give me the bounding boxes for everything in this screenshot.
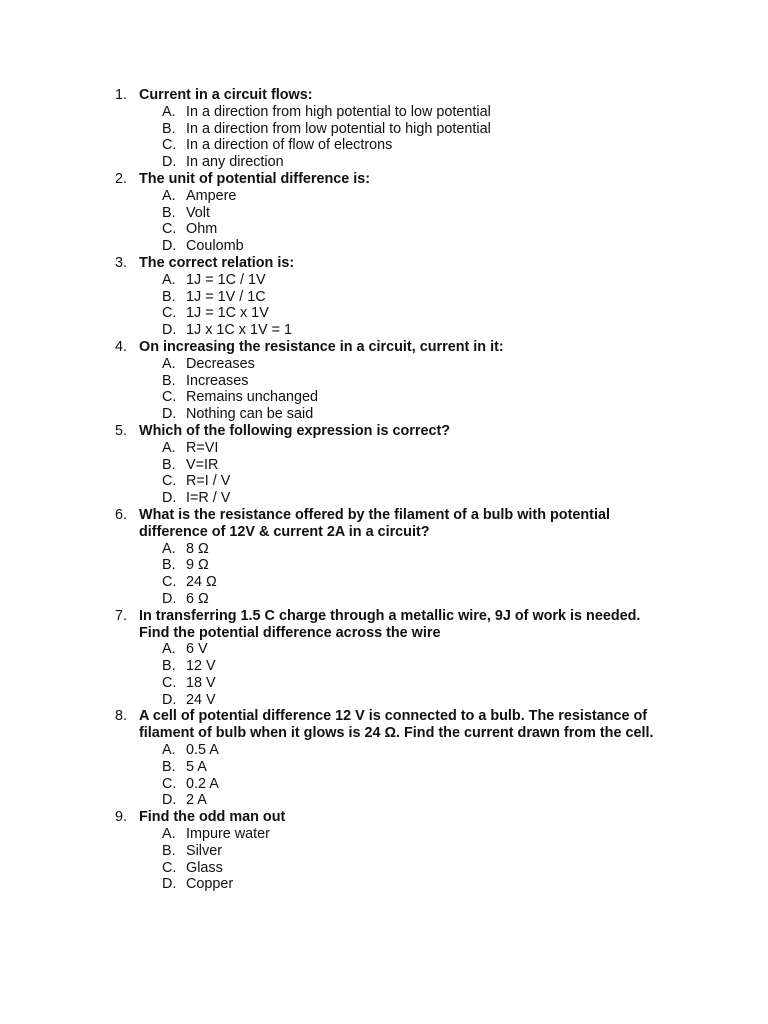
question-line [0,87,659,104]
option-text: 24 Ω [186,574,217,591]
question-line [0,708,659,742]
answer-option [0,104,768,121]
answer-option [0,591,768,608]
question-number: 4. [115,338,128,355]
option-letter: B. [162,120,176,137]
option-text: 0.5 A [186,742,219,759]
option-text: Impure water [186,826,270,843]
question-item [0,608,768,709]
option-letter: D. [162,792,177,809]
question-item [0,87,768,171]
question-number: 2. [115,170,128,187]
option-text: R=I / V [186,473,231,490]
question-number: 8. [115,708,128,725]
option-letter: D. [162,238,177,255]
option-letter: D. [162,154,177,171]
question-number: 7. [115,607,128,624]
option-letter: D. [162,322,177,339]
answer-option [0,356,768,373]
option-text: Silver [186,842,222,859]
question-line [0,171,659,188]
option-text: 8 Ω [186,540,209,557]
option-list [0,188,768,255]
answer-option [0,473,768,490]
option-letter: D. [162,590,177,607]
option-letter: B. [162,372,176,389]
question-item [0,507,768,608]
option-list [0,440,768,507]
answer-option [0,188,768,205]
question-text: Which of the following expression is correct? [139,422,451,439]
option-text: 6 Ω [186,590,209,607]
option-text: I=R / V [186,490,231,507]
option-text: 24 V [186,691,216,708]
option-letter: A. [162,271,176,288]
answer-option [0,759,768,776]
question-item [0,339,768,423]
option-text: Ohm [186,221,218,238]
option-letter: C. [162,859,177,876]
option-letter: C. [162,137,177,154]
answer-option [0,205,768,222]
question-text: The correct relation is: [139,254,295,271]
answer-option [0,557,768,574]
option-letter: C. [162,473,177,490]
question-number: 5. [115,422,128,439]
answer-option [0,289,768,306]
option-text: 18 V [186,674,216,691]
option-letter: C. [162,389,177,406]
option-text: In a direction from high potential to low potential [186,103,491,120]
quiz-document [0,87,768,893]
option-letter: A. [162,641,176,658]
answer-option [0,272,768,289]
question-line [0,507,659,541]
option-text: Nothing can be said [186,406,314,423]
question-number: 1. [115,87,128,103]
question-text: The unit of potential difference is: [139,170,371,187]
question-item [0,423,768,507]
option-letter: A. [162,540,176,557]
option-letter: A. [162,742,176,759]
answer-option [0,154,768,171]
answer-option [0,322,768,339]
question-item [0,255,768,339]
question-line [0,608,659,642]
option-text: 1J x 1C x 1V = 1 [186,322,292,339]
question-text: Find the odd man out [139,809,286,826]
answer-option [0,541,768,558]
question-line [0,255,659,272]
answer-option [0,137,768,154]
option-letter: B. [162,658,176,675]
option-text: Ampere [186,187,237,204]
answer-option [0,860,768,877]
question-item [0,809,768,893]
option-text: Volt [186,204,211,221]
question-text: What is the resistance offered by the filament of a bulb with potential difference of 12V & current 2A in a circuit? [139,506,610,540]
option-letter: B. [162,456,176,473]
option-letter: A. [162,103,176,120]
question-line [0,339,659,356]
option-list [0,541,768,608]
answer-option [0,490,768,507]
answer-option [0,742,768,759]
option-list [0,356,768,423]
option-text: V=IR [186,456,219,473]
option-letter: D. [162,490,177,507]
answer-option [0,692,768,709]
option-letter: C. [162,305,177,322]
question-number: 3. [115,254,128,271]
option-text: In a direction from low potential to high potential [186,120,491,137]
option-letter: A. [162,826,176,843]
option-text: 0.2 A [186,775,219,792]
question-line [0,809,659,826]
option-text: Remains unchanged [186,389,319,406]
option-letter: C. [162,221,177,238]
answer-option [0,843,768,860]
option-list [0,272,768,339]
answer-option [0,876,768,893]
question-text: Current in a circuit flows: [139,87,313,103]
option-letter: B. [162,842,176,859]
option-text: 6 V [186,641,208,658]
answer-option [0,406,768,423]
answer-option [0,238,768,255]
question-line [0,423,659,440]
answer-option [0,826,768,843]
option-letter: A. [162,439,176,456]
option-letter: B. [162,557,176,574]
answer-option [0,305,768,322]
option-text: 9 Ω [186,557,209,574]
option-letter: D. [162,876,177,893]
answer-option [0,574,768,591]
option-letter: A. [162,187,176,204]
question-text: A cell of potential difference 12 V is connected to a bulb. The resistance of filament of bulb when it glows is 24 Ω. Find the current drawn from the cell. [139,708,654,742]
answer-option [0,440,768,457]
option-text: Decreases [186,355,255,372]
option-letter: B. [162,288,176,305]
option-text: R=VI [186,439,219,456]
option-letter: C. [162,574,177,591]
option-list [0,104,768,171]
answer-option [0,776,768,793]
question-item [0,708,768,809]
option-letter: B. [162,204,176,221]
option-list [0,641,768,708]
answer-option [0,792,768,809]
option-list [0,742,768,809]
answer-option [0,658,768,675]
answer-option [0,457,768,474]
option-letter: C. [162,775,177,792]
answer-option [0,221,768,238]
option-text: Copper [186,876,234,893]
question-number: 6. [115,506,128,523]
option-list [0,826,768,893]
option-letter: A. [162,355,176,372]
option-text: 5 A [186,758,207,775]
option-text: In a direction of flow of electrons [186,137,393,154]
option-text: In any direction [186,154,284,171]
answer-option [0,641,768,658]
option-letter: D. [162,406,177,423]
option-text: 1J = 1C x 1V [186,305,269,322]
option-text: 1J = 1C / 1V [186,271,266,288]
option-text: 2 A [186,792,207,809]
question-item [0,171,768,255]
option-letter: D. [162,691,177,708]
answer-option [0,675,768,692]
answer-option [0,373,768,390]
question-number: 9. [115,809,128,826]
option-text: Coulomb [186,238,244,255]
question-text: On increasing the resistance in a circuit, current in it: [139,338,504,355]
answer-option [0,121,768,138]
option-text: Glass [186,859,223,876]
answer-option [0,389,768,406]
option-letter: C. [162,674,177,691]
option-text: 12 V [186,658,216,675]
option-letter: B. [162,758,176,775]
question-text: In transferring 1.5 C charge through a metallic wire, 9J of work is needed. Find the potential difference across the wire [139,607,641,641]
option-text: Increases [186,372,249,389]
option-text: 1J = 1V / 1C [186,288,266,305]
